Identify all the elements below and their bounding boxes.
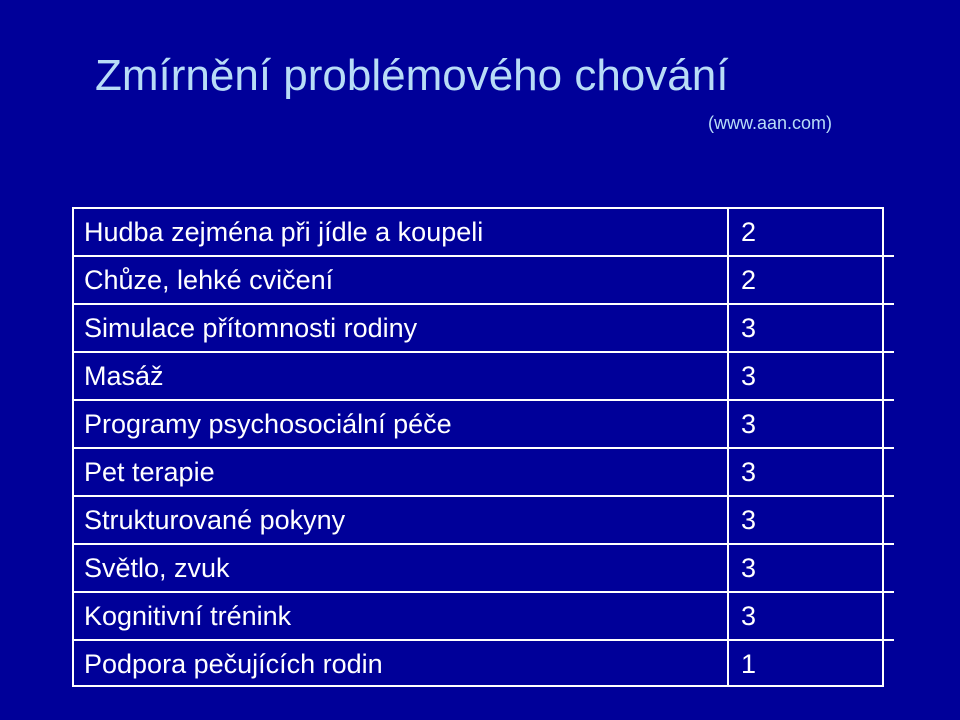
table-row <box>74 592 894 640</box>
table-row <box>74 256 894 304</box>
intervention-value: 2 <box>728 256 894 304</box>
table-row <box>74 209 894 256</box>
intervention-value: 3 <box>728 352 894 400</box>
intervention-value: 3 <box>728 496 894 544</box>
table-row <box>74 496 894 544</box>
intervention-name: Masáž <box>74 352 728 400</box>
table-row <box>74 352 894 400</box>
intervention-value: 3 <box>728 592 894 640</box>
intervention-name: Kognitivní trénink <box>74 592 728 640</box>
intervention-table <box>74 209 894 687</box>
intervention-name: Simulace přítomnosti rodiny <box>74 304 728 352</box>
intervention-name: Chůze, lehké cvičení <box>74 256 728 304</box>
intervention-value: 1 <box>741 649 757 679</box>
source-citation: (www.aan.com) <box>708 113 833 133</box>
table-row <box>74 304 894 352</box>
table-row <box>74 640 894 687</box>
intervention-value: 3 <box>728 544 894 592</box>
intervention-value: 3 <box>728 448 894 496</box>
slide-title: Zmírnění problémového chování <box>95 51 729 100</box>
table-row <box>74 448 894 496</box>
intervention-name: Podpora pečujících rodin <box>74 640 728 687</box>
intervention-name: Pet terapie <box>74 448 728 496</box>
table-row <box>74 400 894 448</box>
intervention-table-body <box>74 209 894 687</box>
intervention-name: Strukturované pokyny <box>74 496 728 544</box>
intervention-name: Světlo, zvuk <box>74 544 728 592</box>
intervention-name: Hudba zejména při jídle a koupeli <box>74 209 728 256</box>
intervention-table-container <box>72 207 884 687</box>
intervention-name: Programy psychosociální péče <box>74 400 728 448</box>
intervention-value: 3 <box>728 304 894 352</box>
intervention-value: 3 <box>728 400 894 448</box>
intervention-value: 2 <box>728 209 894 256</box>
table-row <box>74 544 894 592</box>
